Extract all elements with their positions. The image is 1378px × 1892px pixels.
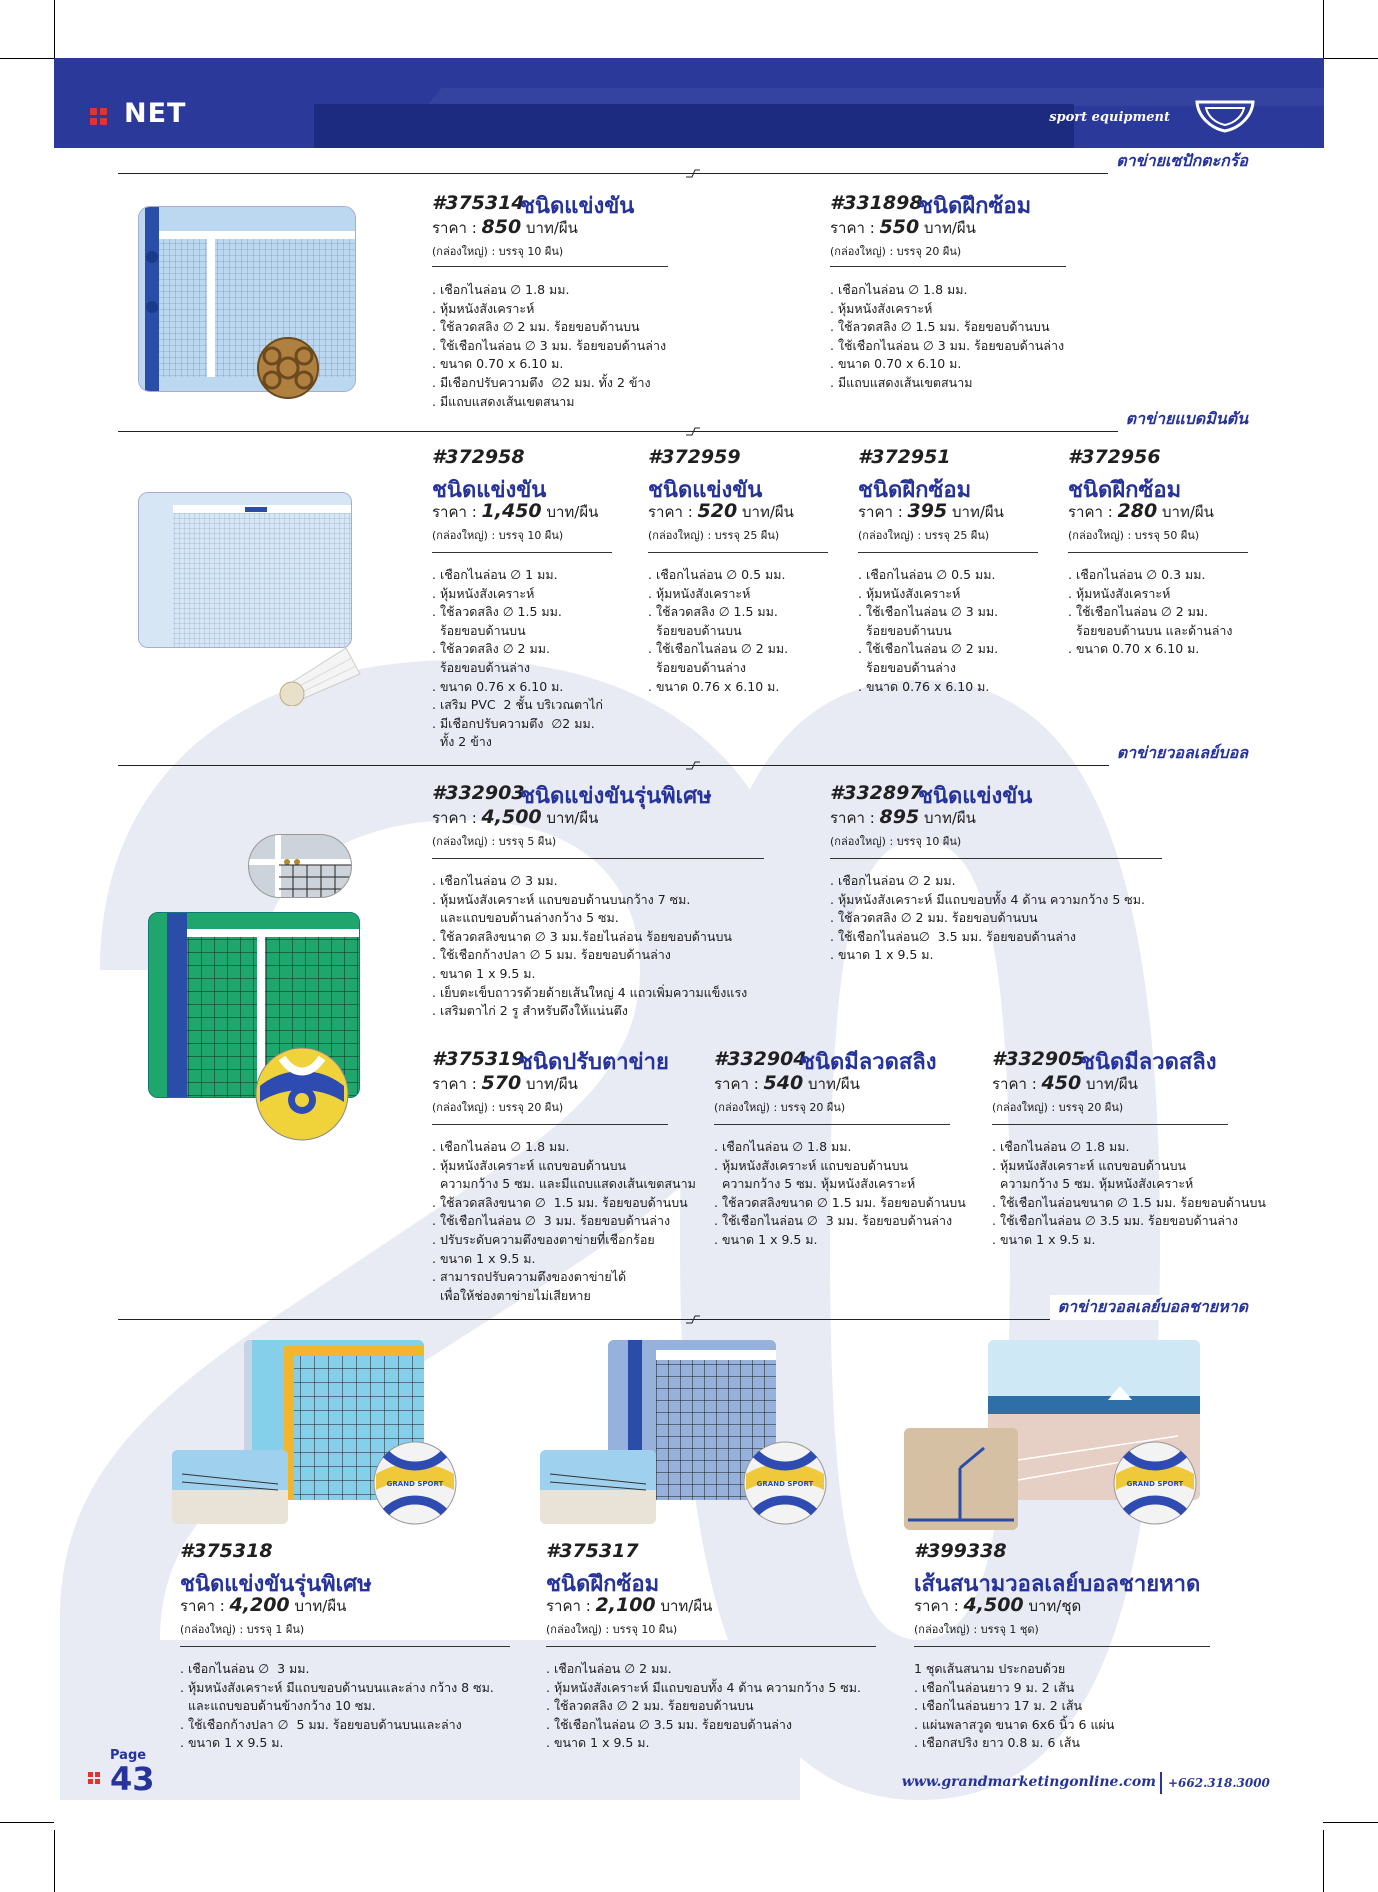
product-price: ราคา : 4,500 บาท/ผืน <box>432 806 599 828</box>
spec-item: . หุ้มหนังสังเคราะห์ <box>432 300 535 316</box>
product-pack: (กล่องใหญ่) : บรรจุ 10 ผืน) <box>432 245 564 258</box>
spec-item: . เชือกไนล่อน ∅ 3 มม. <box>432 873 558 888</box>
product-name: ชนิดแข่งขัน <box>918 784 1033 809</box>
spec-item: . เสริมตาไก่ 2 รู สำหรับดึงให้แน่นตึง <box>432 1003 628 1019</box>
spec-item: . หุ้มหนังสังเคราะห์ <box>648 585 751 601</box>
product-code: #375319 <box>432 1048 525 1070</box>
footer-phone: +662.318.3000 <box>1168 1776 1270 1790</box>
product-price: ราคา : 4,200 บาท/ผืน <box>180 1594 347 1616</box>
spec-list <box>830 872 1230 965</box>
spec-item: . หุ้มหนังสังเคราะห์ แถบขอบด้านบน ความกว้าง 5 ซม. และมีแถบแสดงเส้นเขตสนาม <box>432 1157 696 1192</box>
spec-item: . เชือกไนล่อน ∅ 1.8 มม. <box>830 282 968 297</box>
spec-item: . ขนาด 1 x 9.5 ม. <box>830 947 934 963</box>
divider <box>714 1124 950 1125</box>
divider <box>992 1124 1228 1125</box>
divider <box>858 552 1038 553</box>
product-code: #332904 <box>714 1048 807 1070</box>
product-price: ราคา : 520 บาท/ผืน <box>648 500 794 522</box>
page-header <box>54 58 1324 148</box>
spec-item: . มีแถบแสดงเส้นเขตสนาม <box>830 374 973 390</box>
divider <box>830 858 1162 859</box>
ball-brand-text: GRAND SPORT <box>386 1480 444 1488</box>
spec-item: . ขนาด 1 x 9.5 ม. <box>180 1735 284 1751</box>
spec-item: . ใช้เชือกไนล่อน ∅ 3.5 มม. ร้อยขอบด้านล่าง <box>546 1716 793 1732</box>
spec-item: . มีแถบแสดงเส้นเขตสนาม <box>432 393 575 409</box>
spec-item: . เชือกไนล่อน ∅ 1 มม. <box>432 567 558 582</box>
spec-item: . เชือกไนล่อน ∅ 0.3 มม. <box>1068 567 1206 582</box>
product-code: #399338 <box>914 1540 1007 1562</box>
beach-ball-icon <box>372 1440 458 1526</box>
footer-url-link[interactable]: www.grandmarketingonline.com <box>901 1774 1156 1790</box>
product-pack: (กล่องใหญ่) : บรรจุ 25 ผืน) <box>648 529 780 542</box>
section-title: ตาข่ายวอลเลย์บอล <box>1109 741 1248 766</box>
crop-mark <box>1323 58 1378 59</box>
spec-item: . ขนาด 1 x 9.5 ม. <box>432 1250 536 1266</box>
product-code: #375318 <box>180 1540 273 1562</box>
spec-item: . หุ้มหนังสังเคราะห์ <box>1068 585 1171 601</box>
spec-item: . ปรับระดับความตึงของตาข่ายที่เชือกร้อย <box>432 1231 655 1247</box>
product-code: #332905 <box>992 1048 1085 1070</box>
spec-item: . ใช้ลวดสลิง ∅ 1.5 มม. ร้อยขอบด้านบน <box>648 604 778 638</box>
spec-item: . ใช้ลวดสลิง ∅ 1.5 มม. ร้อยขอบด้านบน <box>432 604 562 638</box>
spec-item: . เชือกไนล่อนยาว 9 ม. 2 เส้น <box>914 1679 1075 1695</box>
spec-item: . ใช้เชือกก้างปลา ∅ 5 มม. ร้อยขอบด้านบนและล่าง <box>180 1716 462 1732</box>
crop-mark <box>54 0 55 58</box>
sepak-net-image <box>138 206 356 392</box>
spec-item: . เชือกไนล่อน ∅ 2 มม. <box>546 1661 672 1676</box>
divider <box>180 1646 510 1647</box>
product-code: #332897 <box>830 782 923 804</box>
spec-item: . ใช้ลวดสลิงขนาด ∅ 1.5 มม. ร้อยขอบด้านบน <box>432 1194 688 1210</box>
product-price: ราคา : 4,500 บาท/ชุด <box>914 1594 1082 1616</box>
product-price: ราคา : 395 บาท/ผืน <box>858 500 1004 522</box>
spec-item: . ขนาด 0.76 x 6.10 ม. <box>858 678 990 694</box>
product-pack: (กล่องใหญ่) : บรรจุ 20 ผืน) <box>432 1101 564 1114</box>
crop-mark <box>1323 1830 1324 1892</box>
product-pack: (กล่องใหญ่) : บรรจุ 20 ผืน) <box>992 1101 1124 1114</box>
crop-mark <box>1323 0 1324 58</box>
divider <box>914 1646 1210 1647</box>
spec-item: . ใช้เชือกไนล่อน ∅ 3 มม. ร้อยขอบด้านล่าง <box>714 1213 953 1229</box>
spec-item: . ขนาด 1 x 9.5 ม. <box>714 1231 818 1247</box>
spec-item: . ใช้เชือกไนล่อน ∅ 3 มม. ร้อยขอบด้านล่าง <box>432 1213 671 1229</box>
crop-mark <box>54 1830 55 1892</box>
crop-mark <box>0 1822 54 1823</box>
crop-mark <box>1323 1822 1378 1823</box>
spec-item: . ขนาด 0.70 x 6.10 ม. <box>830 356 962 372</box>
product-price: ราคา : 1,450 บาท/ผืน <box>432 500 599 522</box>
page-number-value: 43 <box>110 1760 155 1798</box>
spec-list <box>992 1138 1282 1250</box>
product-code: #375317 <box>546 1540 639 1562</box>
beach-photo-image <box>172 1450 288 1524</box>
spec-item: . เชือกไนล่อน ∅ 1.8 มม. <box>432 282 570 297</box>
product-pack: (กล่องใหญ่) : บรรจุ 10 ผืน) <box>546 1623 678 1636</box>
spec-item: . หุ้มหนังสังเคราะห์ แถบขอบด้านบน ความกว้าง 5 ซม. หุ้มหนังสังเคราะห์ <box>992 1157 1194 1192</box>
spec-list <box>830 281 1130 393</box>
product-name: ชนิดแข่งขันรุ่นพิเศษ <box>520 784 712 809</box>
page-title: NET <box>124 98 187 129</box>
spec-item: . ใช้ลวดสลิงขนาด ∅ 1.5 มม. ร้อยขอบด้านบน <box>714 1194 966 1210</box>
spec-item: . ใช้ลวดสลิง ∅ 2 มม. ร้อยขอบด้านบน <box>546 1698 754 1714</box>
spec-list <box>432 1138 712 1305</box>
spec-item: . ใช้เชือกไนล่อนขนาด ∅ 1.5 มม. ร้อยขอบด้านบน <box>992 1194 1266 1210</box>
product-name: ชนิดมีลวดสลิง <box>1080 1050 1217 1075</box>
spec-item: . ใช้เชือกไนล่อน ∅ 3 มม. ร้อยขอบด้านบน <box>858 604 999 638</box>
court-line-photo <box>904 1428 1018 1530</box>
spec-item: . ใช้เชือกไนล่อน ∅ 3 มม. ร้อยขอบด้านล่าง <box>432 337 667 353</box>
spec-list <box>858 566 1058 696</box>
spec-item: . เชือกไนล่อน ∅ 0.5 มม. <box>858 567 996 582</box>
divider <box>432 552 612 553</box>
product-price: ราคา : 550 บาท/ผืน <box>830 216 976 238</box>
product-price: ราคา : 850 บาท/ผืน <box>432 216 578 238</box>
product-price: ราคา : 540 บาท/ผืน <box>714 1072 860 1094</box>
spec-item: . ใช้เชือกก้างปลา ∅ 5 มม. ร้อยขอบด้านล่าง <box>432 947 671 963</box>
product-code: #372958 <box>432 446 525 468</box>
product-name: ชนิดแข่งขันรุ่นพิเศษ <box>180 1572 372 1597</box>
spec-item: . เชือกไนล่อนยาว 17 ม. 2 เส้น <box>914 1698 1083 1714</box>
spec-item: . หุ้มหนังสังเคราะห์ มีแถบขอบด้านบนและล่าง กว้าง 8 ซม. และแถบขอบด้านข้างกว้าง 10 ซม. <box>180 1679 494 1714</box>
product-pack: (กล่องใหญ่) : บรรจุ 20 ผืน) <box>830 245 962 258</box>
beach-photo-image <box>540 1450 656 1524</box>
product-name: เส้นสนามวอลเลย์บอลชายหาด <box>914 1572 1201 1597</box>
spec-item: . ขนาด 1 x 9.5 ม. <box>432 965 536 981</box>
product-price: ราคา : 570 บาท/ผืน <box>432 1072 578 1094</box>
spec-list <box>180 1660 520 1753</box>
product-code: #372956 <box>1068 446 1161 468</box>
section-title: ตาข่ายวอลเลย์บอลชายหาด <box>1050 1295 1248 1320</box>
section-title: ตาข่ายแบดมินตัน <box>1118 407 1248 432</box>
takraw-ball-icon <box>256 336 320 400</box>
product-name: ชนิดแข่งขัน <box>432 478 547 503</box>
spec-item: . หุ้มหนังสังเคราะห์ แถบขอบด้านบนกว้าง 7 ซม. และแถบขอบด้านล่างกว้าง 5 ซม. <box>432 891 691 926</box>
product-code: #375314 <box>432 192 525 214</box>
spec-item: . หุ้มหนังสังเคราะห์ <box>830 300 933 316</box>
product-pack: (กล่องใหญ่) : บรรจุ 10 ผืน) <box>432 529 564 542</box>
section-header-beach <box>118 1297 1248 1324</box>
spec-item: . ขนาด 1 x 9.5 ม. <box>992 1231 1096 1247</box>
spec-item: . เชือกสปริง ยาว 0.8 ม. 6 เส้น <box>914 1735 1080 1751</box>
ball-brand-text: GRAND SPORT <box>756 1480 814 1488</box>
divider <box>432 858 764 859</box>
spec-item: . ใช้เชือกไนล่อน ∅ 2 มม. ร้อยขอบด้านล่าง <box>858 641 999 675</box>
product-pack: (กล่องใหญ่) : บรรจุ 50 ผืน) <box>1068 529 1200 542</box>
spec-item: . ขนาด 1 x 9.5 ม. <box>546 1735 650 1751</box>
divider <box>432 266 668 267</box>
product-pack: (กล่องใหญ่) : บรรจุ 20 ผืน) <box>714 1101 846 1114</box>
spec-item: . เชือกไนล่อน ∅ 2 มม. <box>830 873 956 888</box>
shuttlecock-icon <box>276 640 364 706</box>
spec-item: . มีเชือกปรับความตึง ∅2 มม. ทั้ง 2 ข้าง <box>432 374 651 390</box>
product-code: #331898 <box>830 192 923 214</box>
beach-ball-icon <box>1112 1440 1198 1526</box>
header-stripe <box>314 104 1074 148</box>
spec-item: . ขนาด 0.76 x 6.10 ม. <box>648 678 780 694</box>
section-header-sepak <box>118 151 1248 178</box>
spec-item: . ใช้ลวดสลิงขนาด ∅ 3 มม.ร้อยไนล่อน ร้อยขอบด้านบน <box>432 928 732 944</box>
spec-list <box>546 1660 906 1753</box>
spec-item: . ใช้ลวดสลิง ∅ 1.5 มม. ร้อยขอบด้านบน <box>830 319 1050 335</box>
product-name: ชนิดฝึกซ้อม <box>546 1572 660 1597</box>
product-price: ราคา : 280 บาท/ผืน <box>1068 500 1214 522</box>
product-name: ชนิดฝึกซ้อม <box>858 478 972 503</box>
spec-item: . เชือกไนล่อน ∅ 1.8 มม. <box>714 1139 852 1154</box>
net-detail-image <box>248 834 352 898</box>
spec-list <box>714 1138 984 1250</box>
spec-list <box>432 566 632 752</box>
crop-mark <box>0 58 54 59</box>
product-pack: (กล่องใหญ่) : บรรจุ 1 ชุด) <box>914 1623 1039 1636</box>
badminton-net-image <box>138 492 352 648</box>
divider <box>1068 552 1248 553</box>
spec-item: . ขนาด 0.76 x 6.10 ม. <box>432 678 564 694</box>
product-name: ชนิดปรับตาข่าย <box>518 1050 669 1075</box>
footer-separator <box>1160 1772 1162 1794</box>
product-price: ราคา : 895 บาท/ผืน <box>830 806 976 828</box>
spec-item: . หุ้มหนังสังเคราะห์ มีแถบขอบทั้ง 4 ด้าน ความกว้าง 5 ซม. <box>546 1679 861 1695</box>
spec-item: . หุ้มหนังสังเคราะห์ มีแถบขอบทั้ง 4 ด้าน ความกว้าง 5 ซม. <box>830 891 1145 907</box>
ball-brand-text: GRAND SPORT <box>1126 1480 1184 1488</box>
product-pack: (กล่องใหญ่) : บรรจุ 25 ผืน) <box>858 529 990 542</box>
spec-item: . ใช้ลวดสลิง ∅ 2 มม. ร้อยขอบด้านบน <box>830 910 1038 926</box>
spec-list <box>648 566 848 696</box>
product-code: #332903 <box>432 782 525 804</box>
spec-item: . เชือกไนล่อน ∅ 3 มม. <box>180 1661 310 1676</box>
spec-item: . เชือกไนล่อน ∅ 1.8 มม. <box>992 1139 1130 1154</box>
section-header-volleyball <box>118 743 1248 770</box>
spec-item: . ใช้เชือกไนล่อน∅ 3.5 มม. ร้อยขอบด้านล่าง <box>830 928 1077 944</box>
spec-list <box>432 281 732 411</box>
volleyball-ball-icon <box>254 1046 350 1142</box>
divider <box>830 266 1066 267</box>
section-header-badminton <box>118 409 1248 436</box>
spec-item: . ขนาด 0.70 x 6.10 ม. <box>1068 641 1200 657</box>
spec-list <box>1068 566 1278 659</box>
spec-item: . เสริม PVC 2 ชั้น บริเวณตาไก่ <box>432 697 603 713</box>
spec-item: . หุ้มหนังสังเคราะห์ <box>432 585 535 601</box>
spec-item: . หุ้มหนังสังเคราะห์ <box>858 585 961 601</box>
product-pack: (กล่องใหญ่) : บรรจุ 5 ผืน) <box>432 835 557 848</box>
spec-item: . เชือกไนล่อน ∅ 0.5 มม. <box>648 567 786 582</box>
product-pack: (กล่องใหญ่) : บรรจุ 10 ผืน) <box>830 835 962 848</box>
spec-item: . ขนาด 0.70 x 6.10 ม. <box>432 356 564 372</box>
spec-item: . สามารถปรับความตึงของตาข่ายได้ เพื่อให้ช่องตาข่ายไม่เสียหาย <box>432 1269 627 1303</box>
page-label: Page <box>110 1748 147 1763</box>
spec-item: . มีเชือกปรับความตึง ∅2 มม. ทั้ง 2 ข้าง <box>432 715 595 750</box>
product-name: ชนิดแข่งขัน <box>520 194 635 219</box>
spec-item: . เชือกไนล่อน ∅ 1.8 มม. <box>432 1139 570 1154</box>
divider <box>648 552 828 553</box>
product-name: ชนิดฝึกซ้อม <box>1068 478 1182 503</box>
product-code: #372959 <box>648 446 741 468</box>
spec-list <box>432 872 812 1021</box>
spec-item: . ใช้เชือกไนล่อน ∅ 3 มม. ร้อยขอบด้านล่าง <box>830 337 1065 353</box>
product-pack: (กล่องใหญ่) : บรรจุ 1 ผืน) <box>180 1623 305 1636</box>
beach-ball-icon <box>742 1440 828 1526</box>
spec-item: . ใช้เชือกไนล่อน ∅ 3.5 มม. ร้อยขอบด้านล่าง <box>992 1213 1239 1229</box>
spec-item: . แผ่นพลาสวูด ขนาด 6x6 นิ้ว 6 แผ่น <box>914 1716 1115 1732</box>
spec-item: . ใช้เชือกไนล่อน ∅ 2 มม. ร้อยขอบด้านบน และด้านล่าง <box>1068 604 1233 638</box>
divider <box>432 1124 668 1125</box>
product-name: ชนิดแข่งขัน <box>648 478 763 503</box>
header-tagline: sport equipment <box>1049 110 1170 125</box>
spec-item: . เย็บตะเข็บถาวรด้วยด้ายเส้นใหญ่ 4 แถวเพิ่มความแข็งแรง <box>432 984 748 1000</box>
product-name: ชนิดมีลวดสลิง <box>800 1050 937 1075</box>
spec-item: . ใช้เชือกไนล่อน ∅ 2 มม. ร้อยขอบด้านล่าง <box>648 641 789 675</box>
grand-sport-logo-icon <box>1194 98 1256 134</box>
spec-list <box>914 1660 1214 1753</box>
product-code: #372951 <box>858 446 951 468</box>
spec-item: 1 ชุดเส้นสนาม ประกอบด้วย <box>914 1661 1066 1676</box>
product-name: ชนิดฝึกซ้อม <box>918 194 1032 219</box>
spec-item: . ใช้ลวดสลิง ∅ 2 มม. ร้อยขอบด้านล่าง <box>432 641 550 675</box>
spec-item: . หุ้มหนังสังเคราะห์ แถบขอบด้านบน ความกว้าง 5 ซม. หุ้มหนังสังเคราะห์ <box>714 1157 916 1192</box>
divider <box>546 1646 876 1647</box>
section-title: ตาข่ายเซปักตะกร้อ <box>1108 149 1248 174</box>
spec-item: . ใช้ลวดสลิง ∅ 2 มม. ร้อยขอบด้านบน <box>432 319 640 335</box>
product-price: ราคา : 450 บาท/ผืน <box>992 1072 1138 1094</box>
product-price: ราคา : 2,100 บาท/ผืน <box>546 1594 713 1616</box>
